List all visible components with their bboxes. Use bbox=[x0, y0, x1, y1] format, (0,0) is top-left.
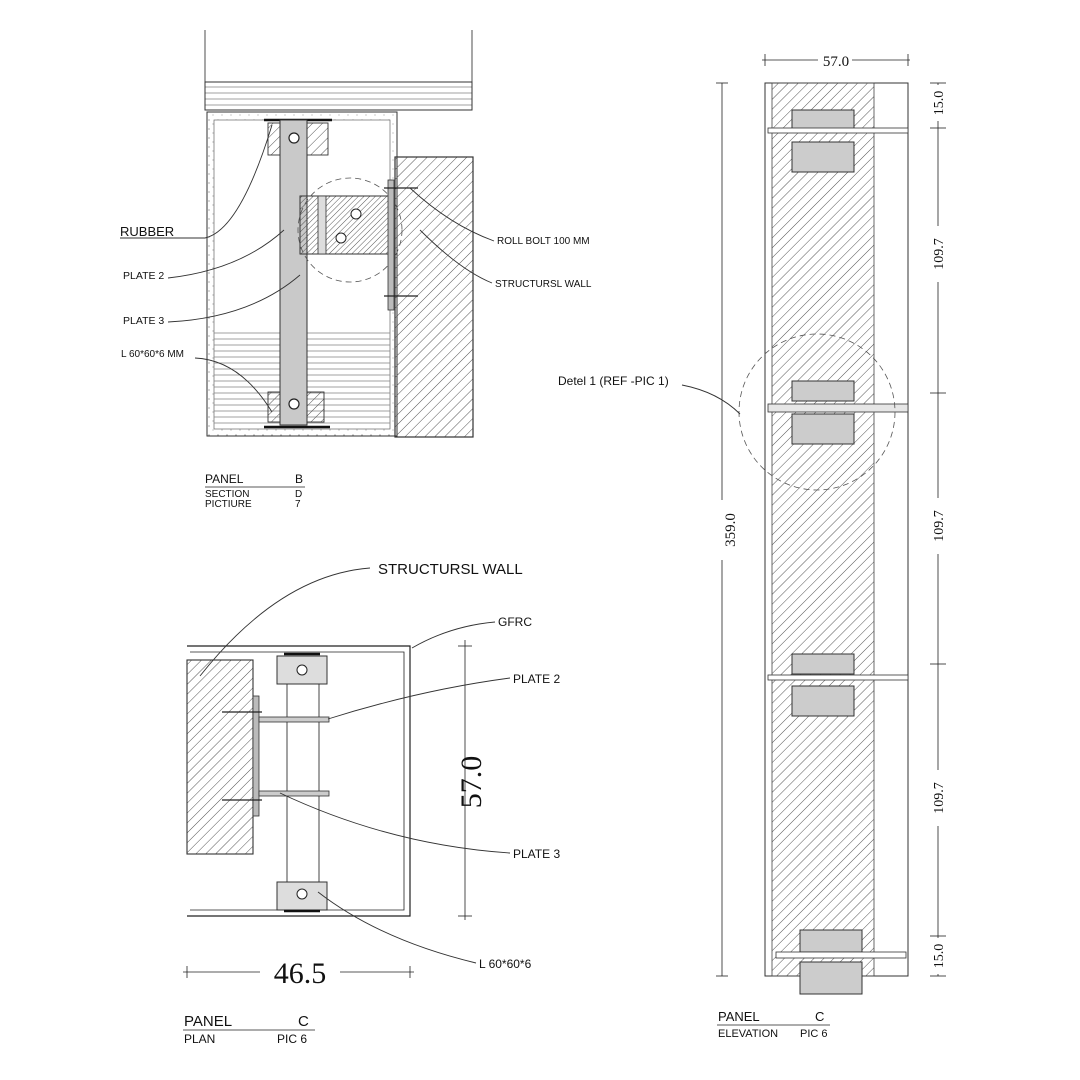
svg-text:PANEL: PANEL bbox=[184, 1013, 233, 1030]
elevation-hatched-core bbox=[772, 83, 874, 976]
leader-detail-1 bbox=[682, 385, 740, 414]
label-rubber: RUBBER bbox=[120, 224, 175, 239]
label-plate2: PLATE 2 bbox=[123, 270, 165, 282]
elevation-dim-seg-bottom: 15.0 bbox=[932, 943, 947, 969]
plan-label-angle: L 60*60*6 bbox=[479, 957, 532, 971]
label-structural-wall: STRUCTURSL WALL bbox=[495, 279, 592, 290]
leader-gfrc bbox=[412, 622, 495, 648]
svg-text:PANEL: PANEL bbox=[205, 472, 244, 486]
svg-text:PIC 6: PIC 6 bbox=[800, 1028, 828, 1040]
svg-text:PICTIURE: PICTIURE bbox=[205, 499, 252, 510]
plan-structural-wall bbox=[187, 660, 253, 854]
plan-c-title bbox=[183, 1013, 315, 1046]
label-plate3: PLATE 3 bbox=[123, 315, 165, 327]
elevation-detail-callout: Detel 1 (REF -PIC 1) bbox=[558, 374, 669, 388]
svg-text:7: 7 bbox=[295, 499, 301, 510]
label-roll-bolt: ROLL BOLT 100 MM bbox=[497, 236, 590, 247]
elevation-dim-seg-1: 109.7 bbox=[932, 238, 947, 270]
svg-text:B: B bbox=[295, 472, 304, 486]
svg-text:PANEL: PANEL bbox=[718, 1009, 760, 1024]
elevation-dim-top-width: 57.0 bbox=[822, 54, 850, 70]
elevation-c bbox=[558, 54, 948, 1040]
plan-c bbox=[183, 561, 560, 1046]
elevation-dim-seg-2: 109.7 bbox=[932, 510, 947, 542]
leader-plan-plate2 bbox=[328, 678, 510, 719]
plan-label-plate2: PLATE 2 bbox=[513, 672, 561, 686]
plan-label-plate3: PLATE 3 bbox=[513, 847, 561, 861]
elevation-dim-overall: 359.0 bbox=[723, 513, 739, 547]
elevation-c-title bbox=[717, 1009, 830, 1040]
leader-plan-angle bbox=[318, 892, 476, 963]
svg-text:D: D bbox=[295, 489, 303, 500]
svg-text:C: C bbox=[298, 1013, 309, 1030]
svg-text:PLAN: PLAN bbox=[184, 1032, 216, 1046]
plan-label-wall: STRUCTURSL WALL bbox=[378, 561, 523, 578]
plate-2 bbox=[300, 196, 390, 254]
svg-text:ELEVATION: ELEVATION bbox=[718, 1028, 779, 1040]
ceiling-slab bbox=[205, 82, 472, 110]
plan-dim-width: 46.5 bbox=[273, 957, 327, 990]
plate-3 bbox=[280, 120, 307, 425]
plan-plate-2 bbox=[259, 717, 329, 722]
plan-dim-height: 57.0 bbox=[455, 755, 488, 809]
elevation-dim-seg-top: 15.0 bbox=[932, 90, 947, 116]
plan-label-gfrc: GFRC bbox=[498, 615, 532, 629]
structural-wall bbox=[395, 157, 473, 437]
elevation-dim-seg-3: 109.7 bbox=[932, 782, 947, 814]
svg-text:C: C bbox=[815, 1009, 825, 1024]
detail-b-section bbox=[120, 30, 592, 510]
detail-b-title bbox=[205, 472, 305, 510]
svg-text:PIC 6: PIC 6 bbox=[277, 1032, 308, 1046]
plan-plate-3 bbox=[287, 680, 319, 884]
label-angle: L 60*60*6 MM bbox=[121, 349, 184, 360]
svg-text:SECTION: SECTION bbox=[205, 489, 250, 500]
